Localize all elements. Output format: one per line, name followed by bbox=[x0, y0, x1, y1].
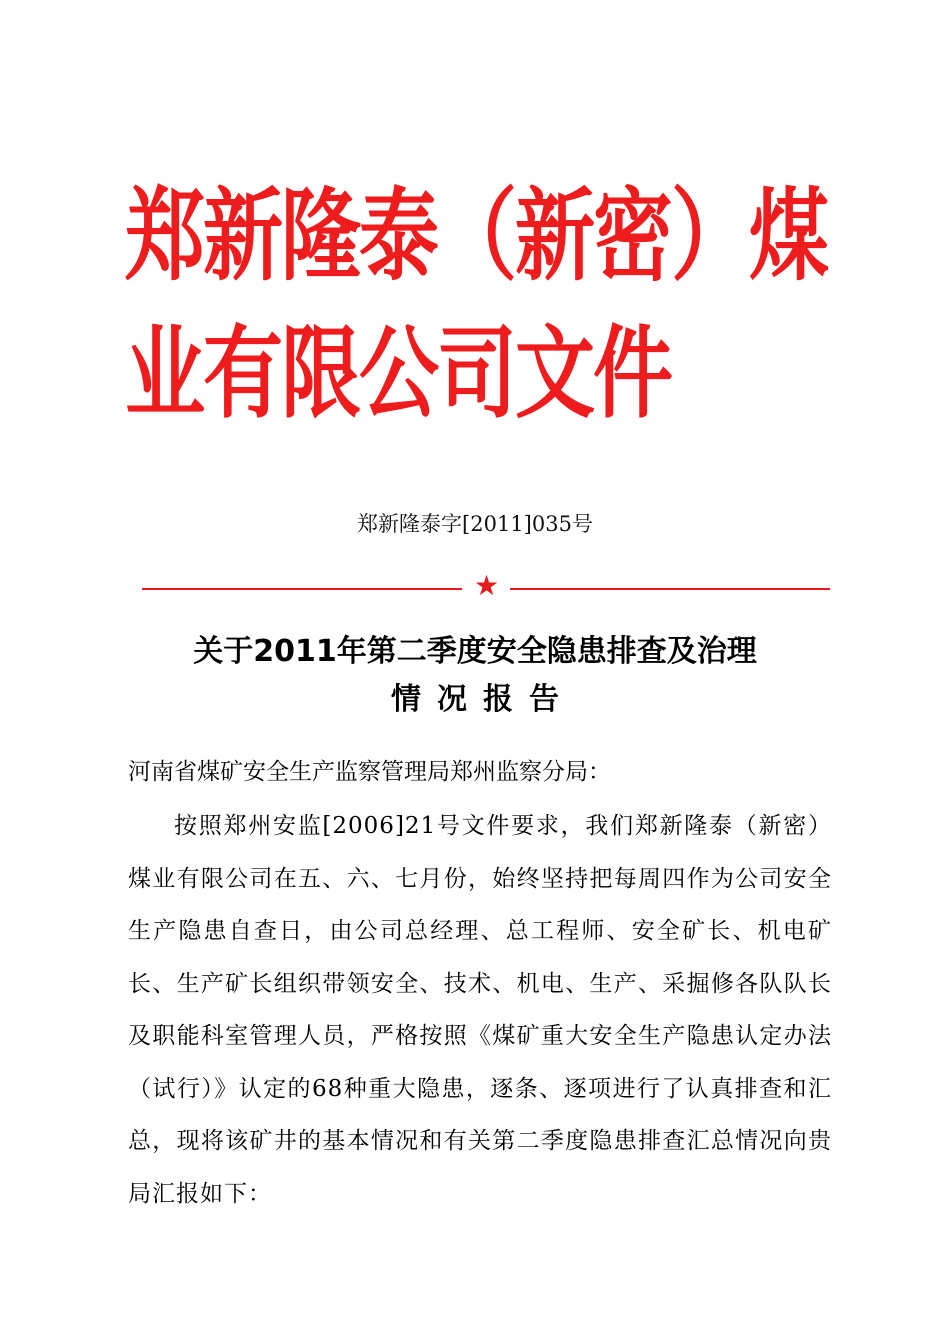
report-title bbox=[0, 628, 950, 724]
separator-line-right bbox=[510, 588, 830, 590]
document-header-title: 郑新隆泰（新密）煤业有限公司文件 bbox=[125, 178, 827, 432]
red-separator bbox=[142, 569, 830, 605]
star-icon: ★ bbox=[474, 569, 500, 602]
body-paragraph: 按照郑州安监[2006]21号文件要求，我们郑新隆泰（新密）煤业有限公司在五、六、七月份，始终坚持把每周四作为公司安全生产隐患自查日，由公司总经理、总工程师、安全矿长、机电矿长、生产矿长组织带领安全、技术、机电、生产、采掘修各队队长及职能科室管理人员，严格按照《煤矿重大安全生产隐患认定办法（试行）》认定的68种重大隐患，逐条、逐项进行了认真排查和汇总，现将该矿井的基本情况和有关第二季度隐患排查汇总情况向贵局汇报如下： bbox=[128, 813, 832, 1207]
document-number: 郑新隆泰字[2011]035号 bbox=[357, 512, 593, 536]
separator-line-left bbox=[142, 588, 462, 590]
salutation: 河南省煤矿安全生产监察管理局郑州监察分局： bbox=[128, 759, 611, 785]
report-title-line2: 情况报告 bbox=[391, 682, 575, 717]
report-title-line1: 关于2011年第二季度安全隐患排查及治理 bbox=[193, 634, 757, 669]
